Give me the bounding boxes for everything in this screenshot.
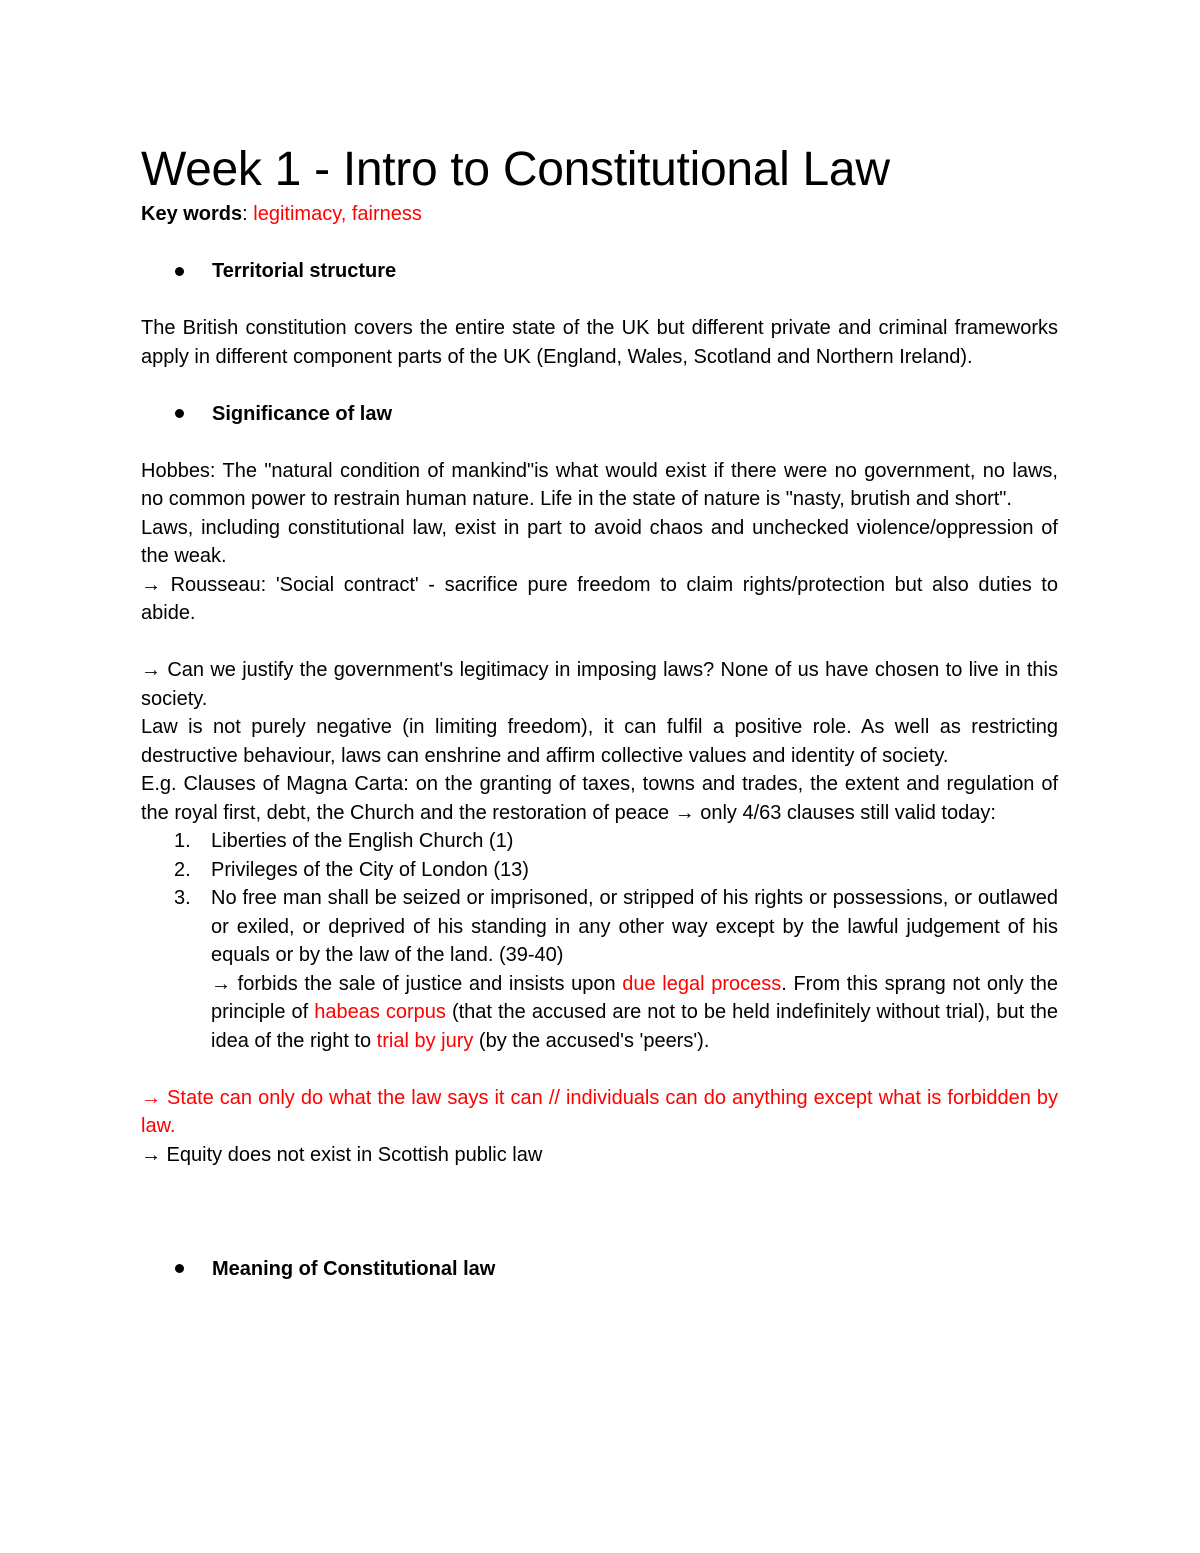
list-number: 3. (174, 887, 191, 909)
highlight-habeas-corpus: habeas corpus (314, 1001, 446, 1023)
list-item-text: No free man shall be seized or imprisoned, or stripped of his rights or possessions, or outlawed or exiled, or deprived of his standing in any other way except by the lawful judgement of his equals or by the law of the land. (39-40) (211, 887, 1058, 966)
clause-note: → forbids the sale of justice and insists upon due legal process. From this sprang not only the principle of habeas corpus (that the accused are not to be held indefinitely without trial), but the idea of the right to trial by jury (by the accused's 'peers'). (211, 972, 1059, 1052)
bullet-icon (175, 409, 184, 418)
state-rule-paragraph: → State can only do what the law says it can // individuals can do anything except what is forbidden by law. (141, 1086, 1058, 1137)
key-words-line (141, 200, 1058, 229)
highlight-trial-by-jury: trial by jury (376, 1029, 474, 1052)
bullet-icon (175, 267, 184, 276)
heading-label: Significance of law (212, 402, 393, 425)
bullet-icon (175, 1264, 184, 1273)
magna-carta-paragraph: E.g. Clauses of Magna Carta: on the granting of taxes, towns and trades, the extent and regulation of the royal first, debt, the Church and the restoration of peace → only 4/63 clauses still valid today: (141, 773, 1058, 824)
list-number: 1. (174, 830, 191, 852)
key-words-label: Key words (141, 203, 243, 225)
key-words-separator: : (242, 203, 254, 225)
laws-paragraph: Laws, including constitutional law, exist in part to avoid chaos and unchecked violence/oppression of the weak. (141, 516, 1058, 567)
territorial-paragraph: The British constitution covers the entire state of the UK but different private and criminal frameworks apply in different component parts of the UK (England, Wales, Scotland and Northern Ireland). (141, 317, 1058, 368)
list-number: 2. (174, 858, 191, 881)
list-item (174, 827, 1058, 856)
rousseau-paragraph: → Rousseau: 'Social contract' - sacrifice pure freedom to claim rights/protection but also duties to abide. (141, 573, 1058, 624)
key-words-value: legitimacy, fairness (253, 203, 422, 225)
legitimacy-paragraph: → Can we justify the government's legitimacy in imposing laws? None of us have chosen to live in this society. (141, 659, 1058, 710)
list-item-text: Liberties of the English Church (1) (211, 830, 514, 852)
list-item (174, 856, 1058, 885)
heading-territorial-structure (175, 257, 1058, 286)
heading-label: Territorial structure (212, 260, 397, 282)
equity-paragraph: → Equity does not exist in Scottish public law (141, 1143, 543, 1166)
page-title: Week 1 - Intro to Constitutional Law (141, 143, 890, 196)
positive-role-paragraph: Law is not purely negative (in limiting freedom), it can fulfil a positive role. As well as restricting destructive behaviour, laws can enshrine and affirm collective values and identity of society. (141, 716, 1058, 767)
hobbes-paragraph: Hobbes: The "natural condition of mankind"is what would exist if there were no government, no laws, no common power to restrain human nature. Life in the state of nature is "nasty, brutish and short". (141, 459, 1058, 510)
magna-carta-clauses-list (141, 827, 1058, 1055)
list-item (174, 884, 1058, 1055)
heading-label: Meaning of Constitutional law (212, 1257, 496, 1280)
highlight-due-legal-process: due legal process (622, 972, 782, 995)
heading-meaning-of-constitutional-law (175, 1255, 1058, 1284)
document-page (141, 140, 1058, 1283)
heading-significance-of-law (175, 400, 1058, 429)
list-item-text: Privileges of the City of London (13) (211, 858, 529, 881)
